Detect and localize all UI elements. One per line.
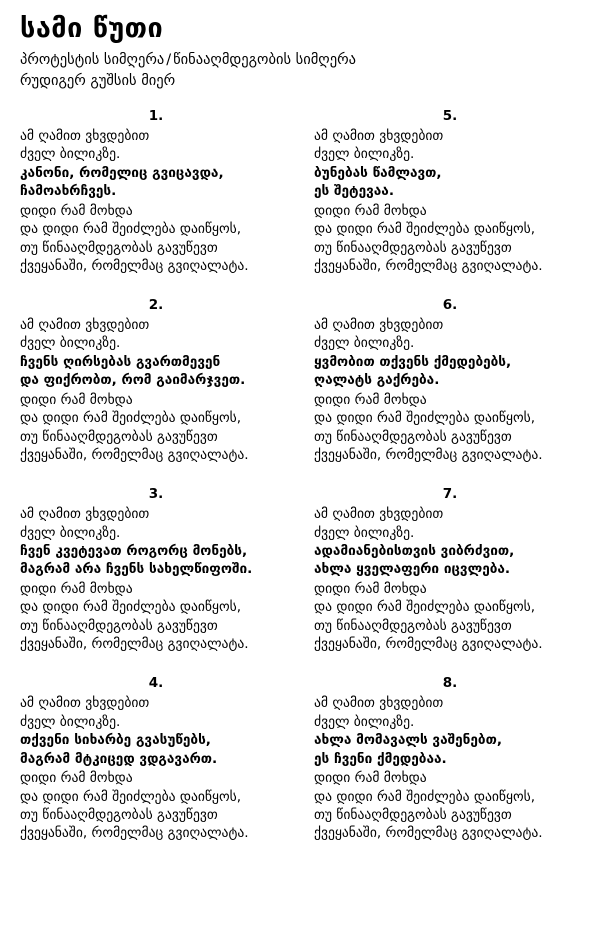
verse-block [20, 675, 292, 843]
verse-line-bold: ჩვენს ღირსებას გვართმევენ [20, 353, 221, 370]
verse-line: ძველ ბილიკზე. [314, 335, 415, 352]
verse-line: ამ ღამით ვხვდებით [314, 316, 444, 333]
verse-line: ამ ღამით ვხვდებით [20, 506, 150, 523]
verse-line-bold: ყვმობით თქვენს ქმედებებს, [314, 353, 512, 370]
verse-line: ძველ ბილიკზე. [314, 713, 415, 730]
refrain-block [20, 580, 292, 654]
refrain-line: და დიდი რამ შეიძლება დაიწყოს, [314, 599, 536, 616]
refrain-line: ქვეყანაში, რომელმაც გვიღალატა. [20, 636, 249, 653]
verse-number: 4. [148, 674, 164, 691]
verse-line: ძველ ბილიკზე. [20, 335, 121, 352]
verse-line-bold: ეს შეტევაა. [314, 183, 394, 200]
verse-line-bold: ახლა მომავალს ვაშენებთ, [314, 732, 503, 749]
verse-line: ძველ ბილიკზე. [20, 713, 121, 730]
verse-line: ამ ღამით ვხვდებით [20, 695, 150, 712]
refrain-block [20, 391, 292, 465]
refrain-line: თუ წინააღმდეგობას გავუწევთ [20, 617, 218, 634]
refrain-line: თუ წინააღმდეგობას გავუწევთ [314, 239, 512, 256]
refrain-line: ქვეყანაში, რომელმაც გვიღალატა. [20, 447, 249, 464]
verse-line: ამ ღამით ვხვდებით [314, 695, 444, 712]
verse-line-bold: ჩვენ კვეტევათ როგორც მონებს, [20, 543, 248, 559]
refrain-line: დიდი რამ მოხდა [20, 580, 133, 597]
refrain-line: ქვეყანაში, რომელმაც გვიღალატა. [20, 258, 249, 275]
verse-line: ამ ღამით ვხვდებით [314, 127, 444, 144]
subtitle-right: წინააღმდეგობის სიმღერა [173, 51, 356, 68]
verse-number: 3. [148, 485, 164, 502]
verse-line-bold: ჩამოახრჩვეს. [20, 183, 117, 200]
verse-number: 8. [442, 674, 458, 691]
refrain-line: და დიდი რამ შეიძლება დაიწყოს, [314, 410, 536, 427]
refrain-line: ქვეყანაში, რომელმაც გვიღალატა. [314, 636, 543, 653]
verse-number: 1. [148, 107, 164, 124]
refrain-line: და დიდი რამ შეიძლება დაიწყოს, [314, 788, 536, 805]
page-title: სამი წუთი [20, 13, 164, 44]
document-byline: რუდიგერ გუშსის მიერ [20, 72, 176, 89]
verse-line: ძველ ბილიკზე. [20, 524, 121, 541]
verse-line-bold: მაგრამ არა ჩვენს სახელწიფოში. [20, 561, 253, 578]
refrain-line: და დიდი რამ შეიძლება დაიწყოს, [20, 410, 242, 427]
refrain-line: დიდი რამ მოხდა [20, 391, 133, 408]
subtitle-left: პროტესტის სიმღერა [20, 51, 165, 68]
refrain-line: თუ წინააღმდეგობას გავუწევთ [314, 617, 512, 634]
refrain-line: ქვეყანაში, რომელმაც გვიღალატა. [314, 447, 543, 464]
refrain-block [314, 769, 586, 843]
refrain-line: ქვეყანაში, რომელმაც გვიღალატა. [314, 825, 543, 842]
refrain-line: და დიდი რამ შეიძლება დაიწყოს, [20, 221, 242, 238]
verse-line-bold: ეს ჩვენი ქმედებაა. [314, 750, 447, 767]
verse-line-bold: ბუნებას წამლავთ, [314, 164, 442, 181]
refrain-block [314, 580, 586, 654]
verse-block [314, 675, 586, 843]
refrain-line: და დიდი რამ შეიძლება დაიწყოს, [314, 221, 536, 238]
subtitle-separator: / [166, 51, 172, 68]
verse-line-bold: და ფიქრობთ, რომ გაიმარჯვეთ. [20, 372, 246, 389]
refrain-line: დიდი რამ მოხდა [314, 580, 427, 597]
refrain-line: თუ წინააღმდეგობას გავუწევთ [314, 807, 512, 823]
verse-line-bold: კანონი, რომელიც გვიცავდა, [20, 164, 224, 181]
verse-block [314, 486, 586, 654]
verse-line: ამ ღამით ვხვდებით [314, 506, 444, 523]
verse-block [20, 297, 292, 465]
refrain-line: თუ წინააღმდეგობას გავუწევთ [314, 428, 512, 445]
refrain-line: თუ წინააღმდეგობას გავუწევთ [20, 428, 218, 445]
refrain-block [314, 202, 586, 276]
verse-number: 7. [442, 485, 458, 502]
refrain-block [20, 769, 292, 843]
verse-block [314, 108, 586, 276]
refrain-line: დიდი რამ მოხდა [314, 391, 427, 408]
refrain-line: ქვეყანაში, რომელმაც გვიღალატა. [20, 825, 249, 842]
verse-number: 2. [148, 296, 164, 313]
refrain-line: და დიდი რამ შეიძლება დაიწყოს, [20, 599, 242, 616]
verse-column-right [314, 108, 586, 864]
refrain-line: დიდი რამ მოხდა [314, 202, 427, 219]
verse-line: ამ ღამით ვხვდებით [20, 316, 150, 333]
verse-line-bold: ახლა ყველაფერი იცვლება. [314, 561, 511, 578]
verse-number: 5. [442, 107, 458, 124]
verse-line: ძველ ბილიკზე. [314, 524, 415, 541]
verse-line-bold: მაგრამ მტკიცედ ვდგავართ. [20, 750, 218, 767]
refrain-line: თუ წინააღმდეგობას გავუწევთ [20, 239, 218, 256]
verse-column-left [20, 108, 292, 864]
verse-block [314, 297, 586, 465]
refrain-line: ქვეყანაში, რომელმაც გვიღალატა. [314, 258, 543, 275]
refrain-block [314, 391, 586, 465]
verse-line-bold: ღალატს გაქრება. [314, 372, 440, 389]
refrain-line: დიდი რამ მოხდა [20, 202, 133, 219]
refrain-line: დიდი რამ მოხდა [20, 770, 133, 787]
verse-columns [20, 108, 586, 864]
document-subtitle [20, 50, 586, 71]
verse-line-bold: თქვენი სიხარბე გვასუწებს, [20, 732, 211, 749]
verse-block [20, 108, 292, 276]
verse-line: ძველ ბილიკზე. [314, 146, 415, 163]
verse-line-bold: ადამიანებისთვის ვიბრძვით, [314, 543, 515, 559]
refrain-line: თუ წინააღმდეგობას გავუწევთ [20, 807, 218, 823]
verse-line: ძველ ბილიკზე. [20, 146, 121, 163]
verse-line: ამ ღამით ვხვდებით [20, 127, 150, 144]
verse-number: 6. [442, 296, 458, 313]
refrain-block [20, 202, 292, 276]
verse-block [20, 486, 292, 654]
refrain-line: და დიდი რამ შეიძლება დაიწყოს, [20, 788, 242, 805]
refrain-line: დიდი რამ მოხდა [314, 770, 427, 787]
